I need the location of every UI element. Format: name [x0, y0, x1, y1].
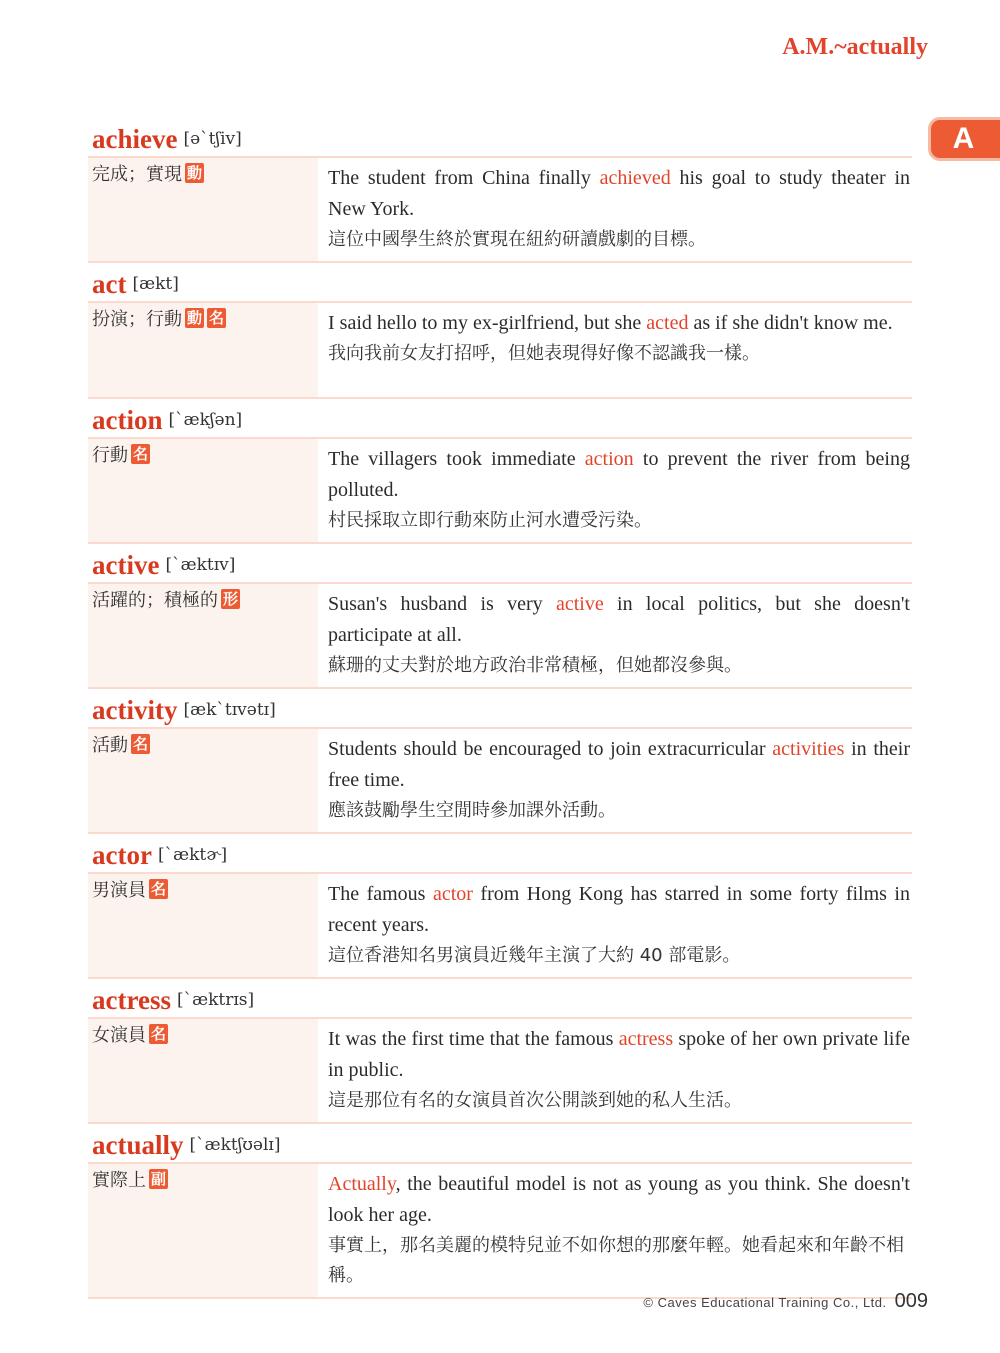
entry-body [88, 874, 912, 979]
meaning-cell [88, 158, 320, 261]
phonetic-transcription: [æk`tɪvətɪ] [183, 700, 276, 720]
example-text-after: , the beautiful model is not as young as you think. She doesn't look her age. [328, 1173, 910, 1226]
meaning-cell [88, 303, 320, 397]
example-text-before: It was the first time that the famous [328, 1028, 619, 1050]
part-of-speech-tag: 名 [151, 1025, 167, 1043]
entry-header [88, 118, 912, 158]
example-sentence [328, 444, 910, 506]
entry-body [88, 729, 912, 834]
letter-index-label: A [952, 122, 975, 155]
headword: actually [92, 1130, 184, 1160]
highlighted-keyword: actor [432, 883, 473, 905]
example-text-before: I said hello to my ex-girlfriend, but she [328, 312, 647, 334]
example-sentence [328, 589, 910, 651]
copyright-text: © Caves Educational Training Co., Ltd. [643, 1295, 887, 1310]
headword: activity [92, 695, 178, 725]
example-translation: 應該鼓勵學生空閒時參加課外活動。 [328, 800, 616, 821]
headword: active [92, 550, 160, 580]
headword: action [92, 405, 163, 435]
example-text-before: Students should be encouraged to join extracurricular [328, 738, 773, 760]
example-cell [320, 303, 912, 397]
headword: act [92, 269, 127, 299]
part-of-speech-tag: 副 [151, 1170, 167, 1188]
example-text-after: his goal to study theater in New York. [328, 167, 910, 220]
part-of-speech-tag: 名 [133, 735, 149, 753]
headword: actress [92, 985, 171, 1015]
highlighted-keyword: Actually [328, 1173, 396, 1195]
example-sentence [328, 1024, 910, 1086]
headword: achieve [92, 124, 178, 154]
example-text-after: to prevent the river from being polluted. [328, 448, 910, 501]
entry-header [88, 1124, 912, 1164]
highlighted-keyword: actress [618, 1028, 674, 1050]
meaning-text: 活躍的；積極的 [92, 590, 218, 611]
highlighted-keyword: acted [646, 312, 689, 334]
meaning-text: 行動 [92, 445, 128, 466]
meaning-text: 女演員 [92, 1025, 146, 1046]
phonetic-transcription: [ə`tʃiv] [183, 129, 242, 149]
part-of-speech-tag: 名 [209, 309, 225, 327]
example-translation: 這是那位有名的女演員首次公開談到她的私人生活。 [328, 1090, 742, 1111]
example-text-after: in local politics, but she doesn't participate at all. [328, 593, 910, 646]
highlighted-keyword: action [584, 448, 634, 470]
example-text-after: in their free time. [328, 738, 910, 791]
example-cell [320, 439, 912, 542]
page-footer [643, 1290, 928, 1313]
entry-header [88, 834, 912, 874]
highlighted-keyword: achieved [599, 167, 671, 189]
entry-body [88, 1164, 912, 1299]
part-of-speech-tag: 動 [187, 309, 203, 327]
example-sentence [328, 308, 910, 339]
example-text-before: The student from China finally [328, 167, 600, 189]
example-sentence [328, 734, 910, 796]
example-cell [320, 158, 912, 261]
vocabulary-list [88, 118, 912, 1299]
example-cell [320, 874, 912, 977]
meaning-cell [88, 584, 320, 687]
example-text-after: from Hong Kong has starred in some forty films in recent years. [328, 883, 910, 936]
highlighted-keyword: active [555, 593, 604, 615]
example-cell [320, 729, 912, 832]
example-text-after: spoke of her own private life in public. [328, 1028, 910, 1081]
example-text-before: The famous [328, 883, 433, 905]
example-translation: 蘇珊的丈夫對於地方政治非常積極，但她都沒參與。 [328, 655, 742, 676]
example-cell [320, 584, 912, 687]
example-translation: 這位香港知名男演員近幾年主演了大約 40 部電影。 [328, 945, 741, 966]
meaning-cell [88, 439, 320, 542]
phonetic-transcription: [`æktʃʊəlɪ] [189, 1135, 281, 1155]
meaning-text: 活動 [92, 735, 128, 756]
entry-body [88, 1019, 912, 1124]
part-of-speech-tag: 名 [151, 880, 167, 898]
entry-header [88, 399, 912, 439]
phonetic-transcription: [`æktrɪs] [176, 990, 255, 1010]
example-text-before: The villagers took immediate [328, 448, 585, 470]
letter-index-tab[interactable] [928, 117, 1000, 161]
example-sentence [328, 1169, 910, 1231]
meaning-cell [88, 729, 320, 832]
example-translation: 村民採取立即行動來防止河水遭受污染。 [328, 510, 652, 531]
example-translation: 事實上，那名美麗的模特兒並不如你想的那麼年輕。她看起來和年齡不相稱。 [328, 1235, 904, 1286]
phonetic-transcription: [`ækʃən] [168, 410, 243, 430]
meaning-cell [88, 1164, 320, 1297]
part-of-speech-tag: 動 [187, 164, 203, 182]
example-text-before: Susan's husband is very [328, 593, 556, 615]
example-translation: 我向我前女友打招呼，但她表現得好像不認識我一樣。 [328, 343, 760, 364]
entry-body [88, 303, 912, 399]
meaning-text: 男演員 [92, 880, 146, 901]
entry-body [88, 158, 912, 263]
part-of-speech-tag: 名 [133, 445, 149, 463]
meaning-cell [88, 874, 320, 977]
phonetic-transcription: [`æktɪv] [165, 555, 236, 575]
entry-header [88, 544, 912, 584]
entry-body [88, 584, 912, 689]
meaning-text: 扮演；行動 [92, 309, 182, 330]
entry-header [88, 263, 912, 303]
running-head: A.M.~actually [782, 34, 928, 60]
entry-header [88, 979, 912, 1019]
entry-header [88, 689, 912, 729]
meaning-text: 完成；實現 [92, 164, 182, 185]
example-sentence [328, 879, 910, 941]
example-sentence [328, 163, 910, 225]
example-cell [320, 1164, 912, 1297]
part-of-speech-tag: 形 [223, 590, 239, 608]
phonetic-transcription: [`æktɚ] [157, 845, 228, 865]
phonetic-transcription: [ækt] [132, 274, 179, 294]
headword: actor [92, 840, 152, 870]
page-number: 009 [894, 1290, 928, 1312]
entry-body [88, 439, 912, 544]
meaning-cell [88, 1019, 320, 1122]
example-cell [320, 1019, 912, 1122]
example-text-after: as if she didn't know me. [688, 312, 893, 334]
meaning-text: 實際上 [92, 1170, 146, 1191]
example-translation: 這位中國學生終於實現在紐約研讀戲劇的目標。 [328, 229, 706, 250]
highlighted-keyword: activities [772, 738, 845, 760]
